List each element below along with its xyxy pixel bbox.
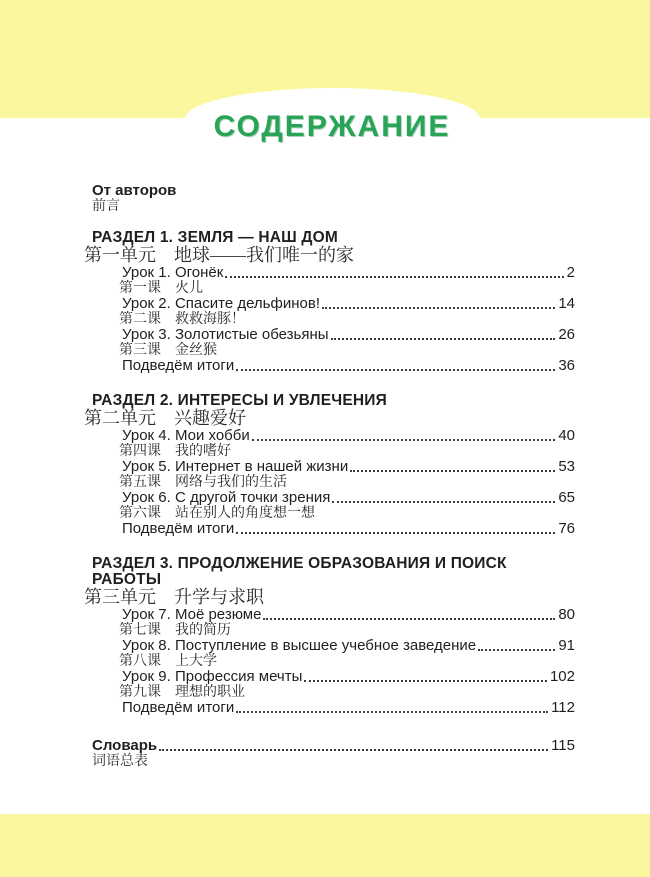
toc-content — [84, 182, 575, 769]
entry-page-number: 36 — [558, 357, 575, 374]
dot-leader — [322, 307, 555, 309]
bottom-yellow-band — [0, 814, 650, 877]
entry-title-zh: 第三课 金丝猴 — [119, 343, 217, 358]
dot-leader — [159, 749, 548, 751]
toc-entry — [119, 458, 575, 490]
entry-title-ru: Урок 1. Огонёк — [122, 264, 224, 281]
dot-leader — [236, 711, 548, 713]
entry-title-zh: 第七课 我的简历 — [119, 623, 231, 638]
front-matter-title-ru: От авторов — [92, 182, 177, 199]
toc-entry — [119, 264, 575, 296]
front-matter-title-zh: 前言 — [92, 199, 120, 214]
entry-title-zh: 第五课 网络与我们的生活 — [119, 475, 287, 490]
dot-leader — [225, 276, 563, 278]
dot-leader — [332, 501, 555, 503]
entry-title-zh: 第八课 上大学 — [119, 654, 217, 669]
section-heading-ru: РАЗДЕЛ 3. ПРОДОЛЖЕНИЕ ОБРАЗОВАНИЯ И ПОИСК РАБОТЫ — [92, 555, 507, 588]
entry-title-ru: Подведём итоги — [122, 520, 235, 537]
section-heading-zh: 第二单元 兴趣爱好 — [84, 408, 246, 428]
section-heading-zh: 第三单元 升学与求职 — [84, 587, 264, 607]
toc-entry — [119, 427, 575, 459]
entry-page-number: 14 — [558, 295, 575, 312]
entry-title-zh: 第二课 救救海豚！ — [119, 312, 245, 327]
back-matter — [92, 738, 575, 769]
entry-title-zh: 第一课 火儿 — [119, 281, 203, 296]
dot-leader — [252, 439, 556, 441]
dot-leader — [236, 532, 555, 534]
entry-title-ru: Урок 5. Интернет в нашей жизни — [122, 458, 349, 475]
entry-title-zh: 第九课 理想的职业 — [119, 685, 245, 700]
dot-leader — [350, 470, 555, 472]
dot-leader — [478, 649, 555, 651]
front-matter — [92, 183, 575, 214]
toc-section-1 — [84, 229, 575, 374]
entry-title-zh: 第六课 站在别人的角度想一想 — [119, 506, 315, 521]
toc-entry — [119, 668, 575, 700]
entry-title-ru: Подведём итоги — [122, 699, 235, 716]
entry-page-number: 76 — [558, 520, 575, 537]
page-title: СОДЕРЖАНИЕ — [213, 110, 451, 143]
toc-entry — [119, 637, 575, 669]
dictionary-title-ru: Словарь — [92, 737, 158, 754]
entry-title-ru: Урок 3. Золотистые обезьяны — [122, 326, 329, 343]
entry-title-ru: Урок 2. Спасите дельфинов! — [122, 295, 320, 312]
toc-entry — [119, 295, 575, 327]
entry-page-number: 91 — [558, 637, 575, 654]
toc-entry-summary — [122, 358, 575, 374]
entry-page-number: 53 — [558, 458, 575, 475]
entry-page-number: 65 — [558, 489, 575, 506]
entry-title-ru: Урок 8. Поступление в высшее учебное заведение — [122, 637, 477, 654]
entry-page-number: 115 — [551, 737, 575, 754]
entry-page-number: 26 — [558, 326, 575, 343]
dot-leader — [263, 618, 555, 620]
entry-title-zh: 第四课 我的嗜好 — [119, 444, 231, 459]
entry-title-ru: Урок 9. Профессия мечты — [122, 668, 303, 685]
toc-section-2 — [84, 392, 575, 537]
entry-page-number: 112 — [551, 699, 575, 716]
dot-leader — [331, 338, 556, 340]
toc-entry — [119, 606, 575, 638]
toc-entry — [119, 489, 575, 521]
section-heading-ru: РАЗДЕЛ 1. ЗЕМЛЯ — НАШ ДОМ — [92, 229, 339, 246]
entry-title-ru: Подведём итоги — [122, 357, 235, 374]
toc-entry-summary — [122, 521, 575, 537]
dot-leader — [236, 369, 555, 371]
entry-title-ru: Урок 6. С другой точки зрения — [122, 489, 331, 506]
entry-page-number: 2 — [566, 264, 575, 281]
section-heading-ru: РАЗДЕЛ 2. ИНТЕРЕСЫ И УВЛЕЧЕНИЯ — [92, 392, 387, 409]
dot-leader — [304, 680, 547, 682]
entry-page-number: 80 — [558, 606, 575, 623]
entry-page-number: 102 — [549, 668, 575, 685]
toc-entry — [119, 326, 575, 358]
entry-title-ru: Урок 4. Мои хобби — [122, 427, 250, 444]
dictionary-title-zh: 词语总表 — [92, 754, 148, 769]
section-heading-zh: 第一单元 地球——我们唯一的家 — [84, 245, 354, 265]
entry-page-number: 40 — [558, 427, 575, 444]
toc-entry-summary — [122, 700, 575, 716]
entry-title-ru: Урок 7. Моё резюме — [122, 606, 262, 623]
toc-section-3 — [84, 555, 575, 716]
